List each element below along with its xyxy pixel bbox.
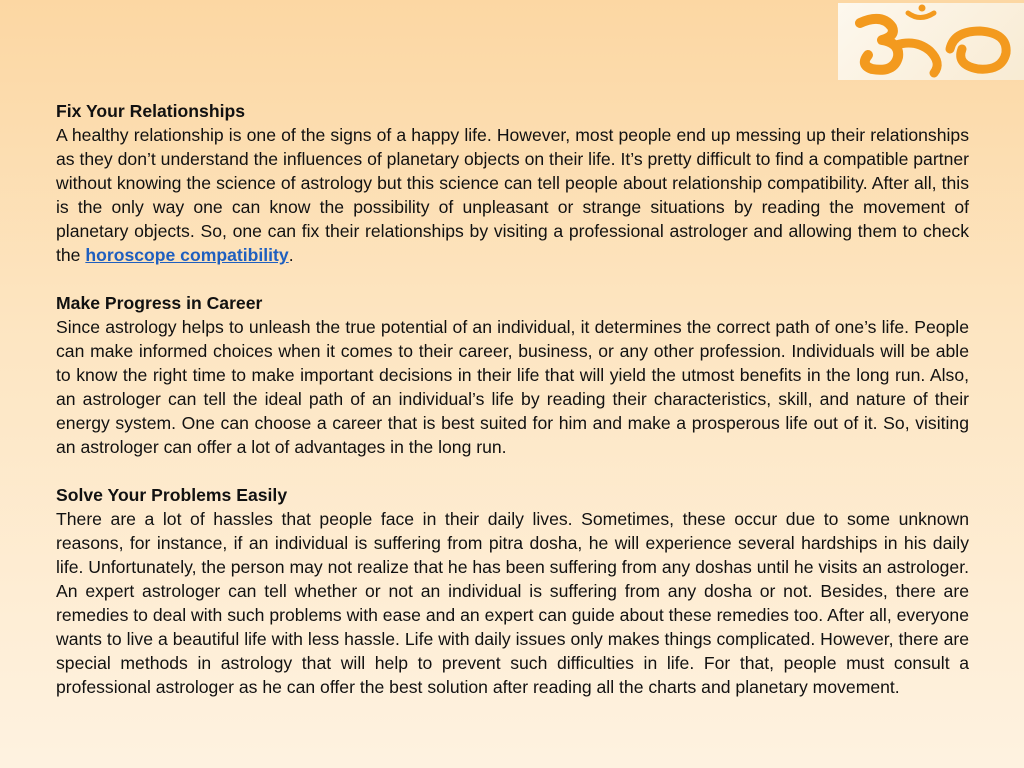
- paragraph-text: A healthy relationship is one of the signs of a happy life. However, most people end up messing up their relationships as they don’t understand the influences of planetary objects on their life. It’s pretty difficult to find a compatible partner without knowing the science of astrology but this science can tell people about relationship compatibility. After all, this is the only way one can know the possibility of unpleasant or strange situations by reading the movement of planetary objects. So, one can fix their relationships by visiting a professional astrologer and allowing them to check the: [56, 125, 969, 265]
- paragraph-text-end: .: [288, 245, 294, 265]
- section-paragraph: [56, 123, 969, 267]
- article-body: [56, 99, 969, 699]
- section-paragraph: Since astrology helps to unleash the true potential of an individual, it determines the correct path of one’s life. People can make informed choices when it comes to their career, business, or any other profession. Individuals will be able to know the right time to make important decisions in their life that will yield the utmost benefits in the long run. Also, an astrologer can tell the ideal path of an individual’s life by reading their characteristics, skill, and nature of their energy system. One can choose a career that is best suited for him and make a prosperous life out of it. So, visiting an astrologer can offer a lot of advantages in the long run.: [56, 317, 969, 457]
- section-solve-problems: [56, 483, 969, 699]
- om-symbol-icon: [838, 3, 1024, 80]
- section-career-progress: [56, 291, 969, 459]
- horoscope-compatibility-link[interactable]: horoscope compatibility: [85, 245, 289, 265]
- section-heading: Solve Your Problems Easily: [56, 485, 288, 505]
- section-paragraph: There are a lot of hassles that people face in their daily lives. Sometimes, these occur due to some unknown reasons, for instance, if an individual is suffering from pitra dosha, he will experience several hardships in his daily life. Unfortunately, the person may not realize that he has been suffering from any doshas until he visits an astrologer. An expert astrologer can tell whether or not an individual is suffering from any dosha or not. Besides, there are remedies to deal with such problems with ease and an expert can guide about these remedies too. After all, everyone wants to live a beautiful life with less hassle. Life with daily issues only makes things complicated. However, there are special methods in astrology that will help to prevent such difficulties in life. For that, people must consult a professional astrologer as he can offer the best solution after reading all the charts and planetary movement.: [56, 509, 969, 697]
- section-heading: Make Progress in Career: [56, 293, 263, 313]
- om-logo: [838, 3, 1024, 80]
- section-heading: Fix Your Relationships: [56, 101, 246, 121]
- section-fix-relationships: [56, 99, 969, 267]
